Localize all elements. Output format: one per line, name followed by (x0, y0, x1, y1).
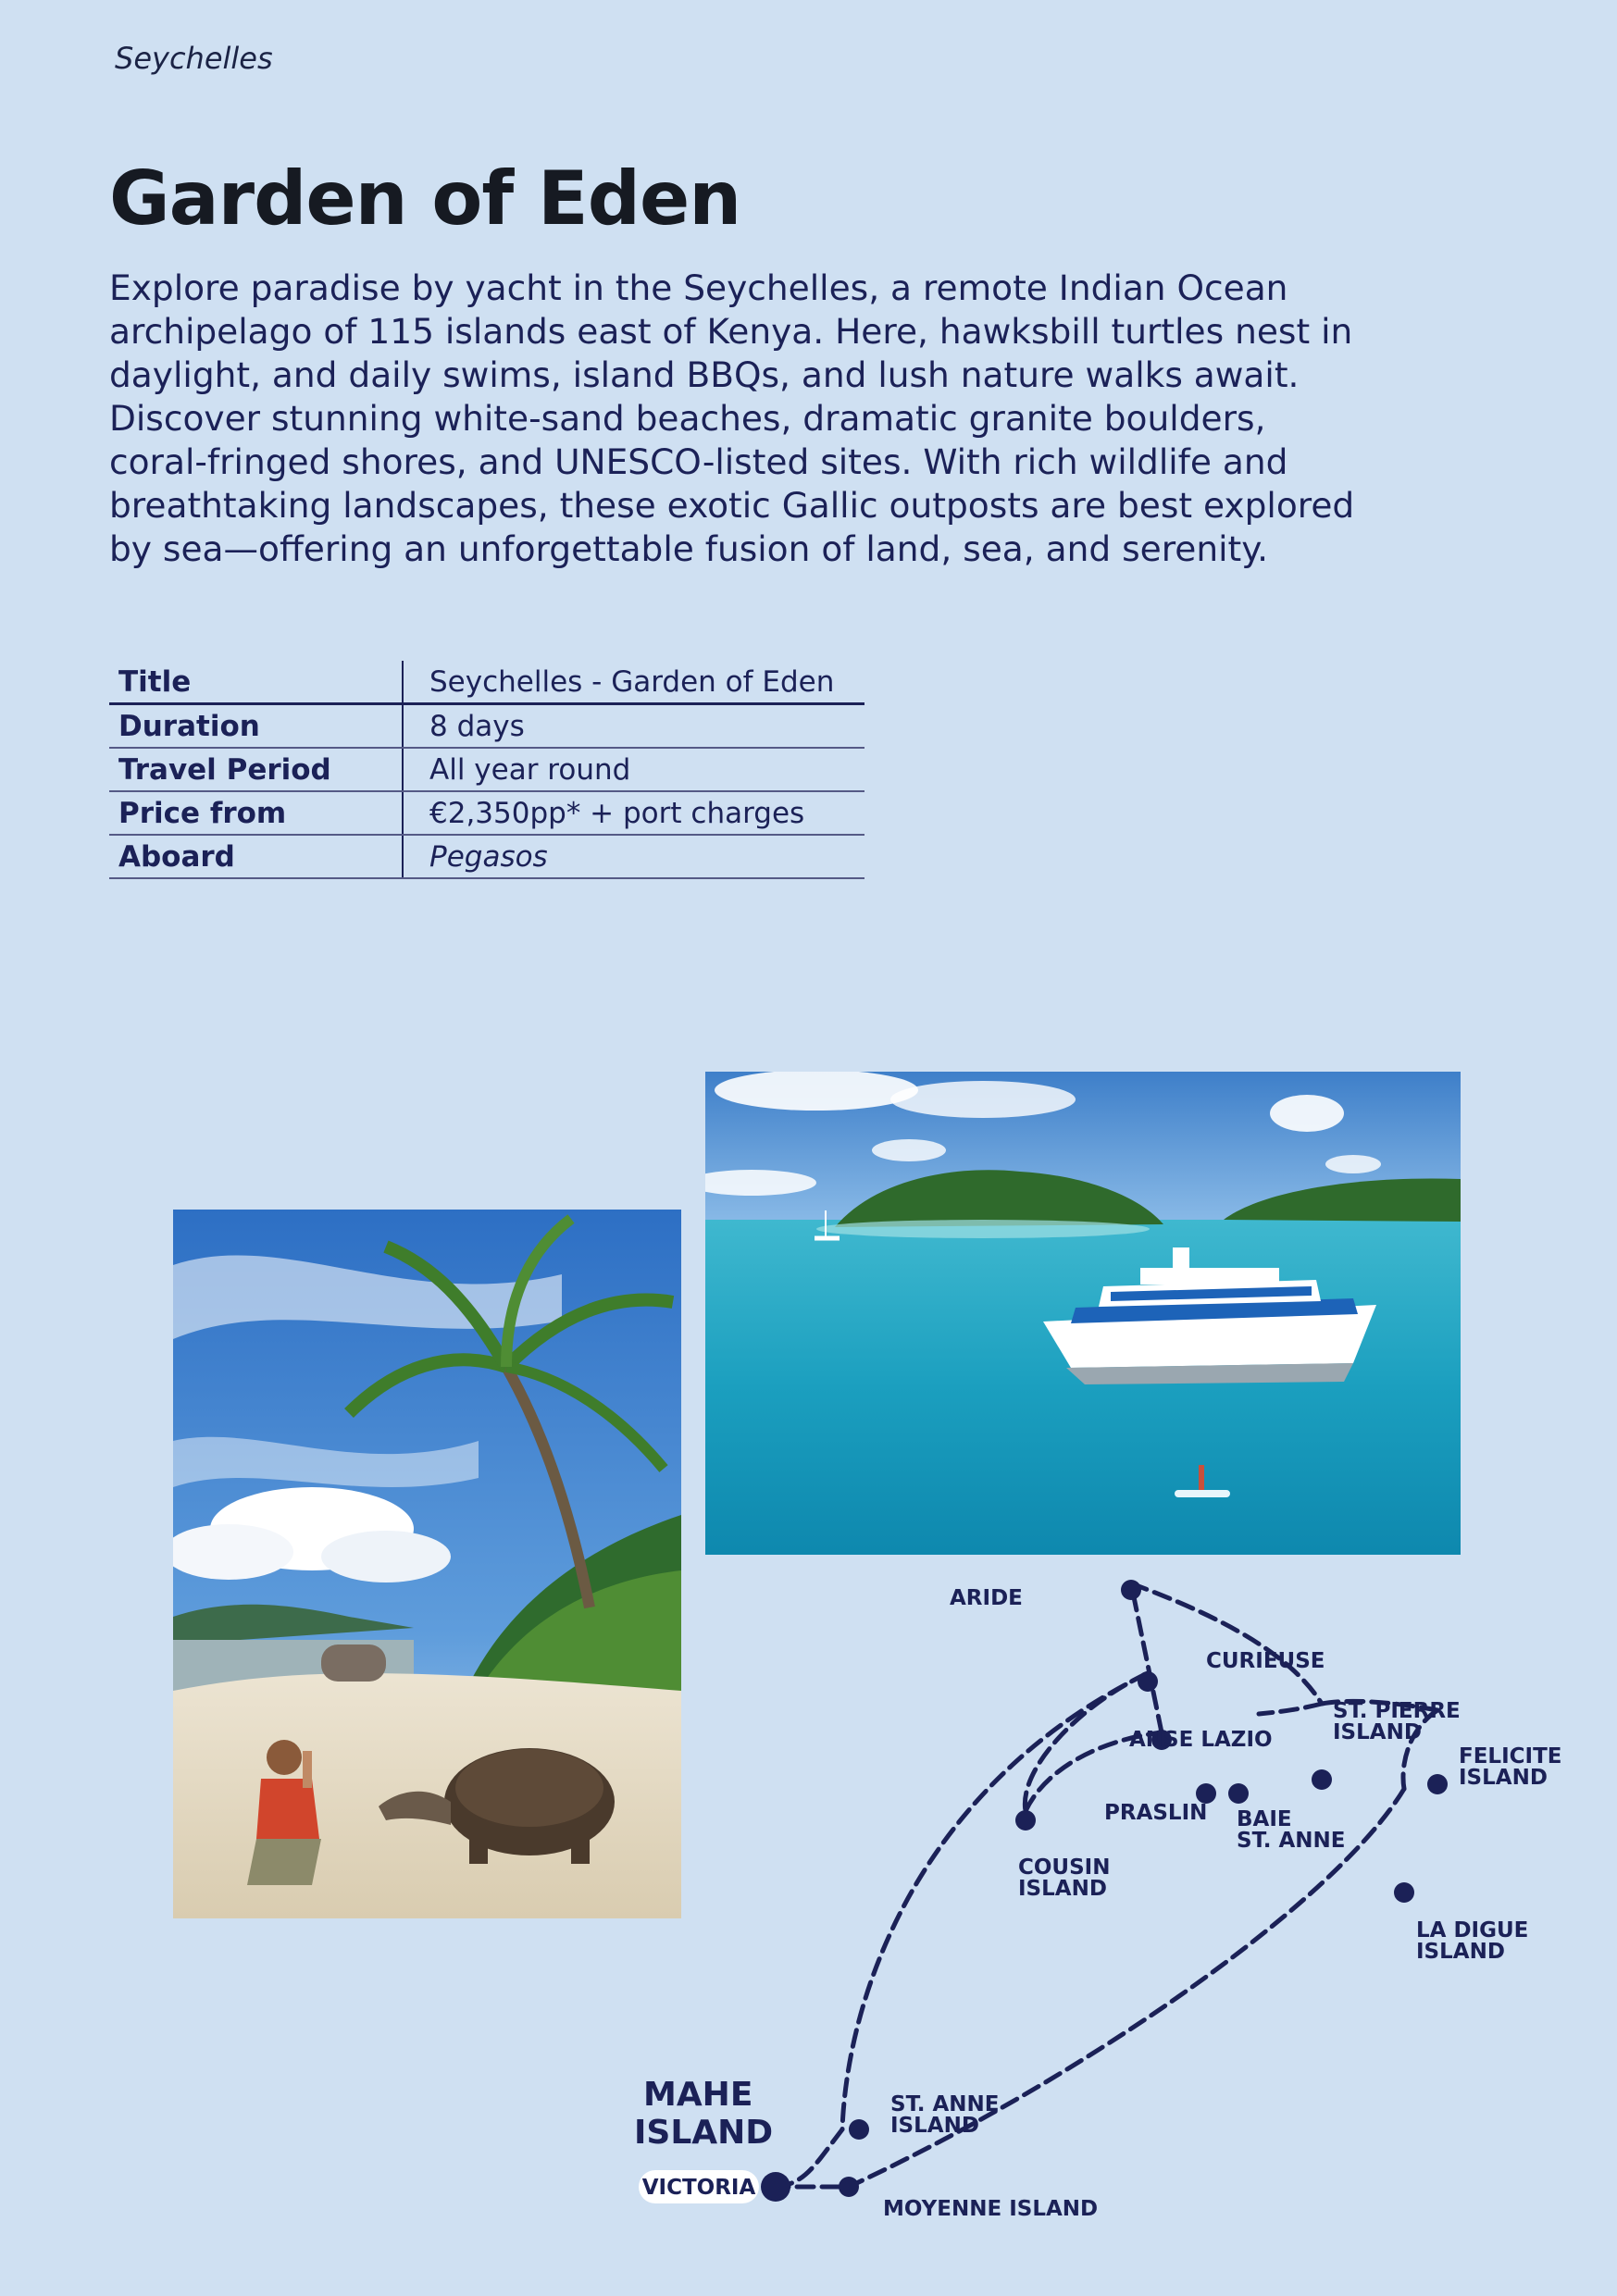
route-path (1259, 1704, 1322, 1714)
stop-st-anne (849, 2119, 869, 2140)
label-baie: BAIE (1237, 1807, 1292, 1831)
route-map (611, 1564, 1617, 2249)
label-la-digue: ISLAND (1416, 1940, 1505, 1964)
label-st-anne: ST. ANNE (890, 2092, 1000, 2116)
tortoise-beach-photo (173, 1210, 681, 1918)
detail-label: Travel Period (109, 748, 403, 791)
detail-label: Title (109, 661, 403, 704)
page-title: Garden of Eden (109, 155, 741, 242)
table-row (109, 791, 864, 835)
detail-label: Aboard (109, 835, 403, 878)
stop-baie-st-anne (1228, 1783, 1249, 1804)
stop-la-digue (1394, 1882, 1414, 1903)
yacht-lagoon-photo (705, 1072, 1461, 1555)
label-felicite: ISLAND (1459, 1766, 1548, 1790)
stop-cousin (1015, 1810, 1036, 1831)
detail-label: Duration (109, 704, 403, 749)
label-st-anne: ISLAND (890, 2114, 979, 2138)
label-moyenne: MOYENNE ISLAND (883, 2197, 1099, 2221)
label-felicite: FELICITE (1459, 1744, 1562, 1769)
route-path (1131, 1583, 1322, 1704)
label-curieuse: CURIEUSE (1206, 1649, 1325, 1673)
label-st-pierre: ST. PIERRE (1333, 1699, 1461, 1723)
stop-aride (1121, 1580, 1141, 1600)
label-baie: ST. ANNE (1237, 1829, 1346, 1853)
stop-st-pierre (1312, 1769, 1332, 1790)
intro-paragraph: Explore paradise by yacht in the Seychelles, a remote Indian Ocean archipelago of 115 islands east of Kenya. Here, hawksbill turtles nest in daylight, and daily swims, island BBQs, and lush nature walks await. Discover stunning white-sand beaches, dramatic granite boulders, coral-fringed shores, and UNESCO-listed sites. With rich wildlife and breathtaking landscapes, these exotic Gallic outposts are best explored by sea—offering an unforgettable fusion of land, sea, and serenity. (109, 267, 1355, 569)
detail-value: Pegasos (403, 835, 864, 878)
label-praslin: PRASLIN (1104, 1801, 1208, 1825)
route-path (1131, 1583, 1162, 1732)
detail-value: All year round (403, 748, 864, 791)
stop-moyenne (839, 2177, 859, 2197)
label-st-pierre: ISLAND (1333, 1720, 1422, 1744)
table-row (109, 748, 864, 791)
detail-label: Price from (109, 791, 403, 835)
label-cousin: ISLAND (1018, 1877, 1107, 1901)
table-row (109, 661, 864, 704)
trip-details-table (109, 661, 864, 879)
stop-victoria (761, 2172, 790, 2202)
label-aride: ARIDE (950, 1586, 1023, 1610)
stop-felicite (1427, 1774, 1448, 1794)
label-anse-lazio: ANSE LAZIO (1129, 1728, 1273, 1752)
label-mahe: ISLAND (634, 2114, 774, 2152)
trip-title-link[interactable]: Seychelles - Garden of Eden (403, 661, 864, 704)
detail-value: 8 days (403, 704, 864, 749)
table-row (109, 835, 864, 878)
label-mahe: MAHE (643, 2076, 753, 2114)
label-la-digue: LA DIGUE (1416, 1918, 1529, 1942)
table-row (109, 704, 864, 749)
label-victoria: VICTORIA (641, 2176, 756, 2200)
label-cousin: COUSIN (1018, 1855, 1111, 1880)
stop-curieuse (1138, 1671, 1158, 1692)
section-label: Seychelles (115, 41, 273, 76)
detail-value: €2,350pp* + port charges (403, 791, 864, 835)
